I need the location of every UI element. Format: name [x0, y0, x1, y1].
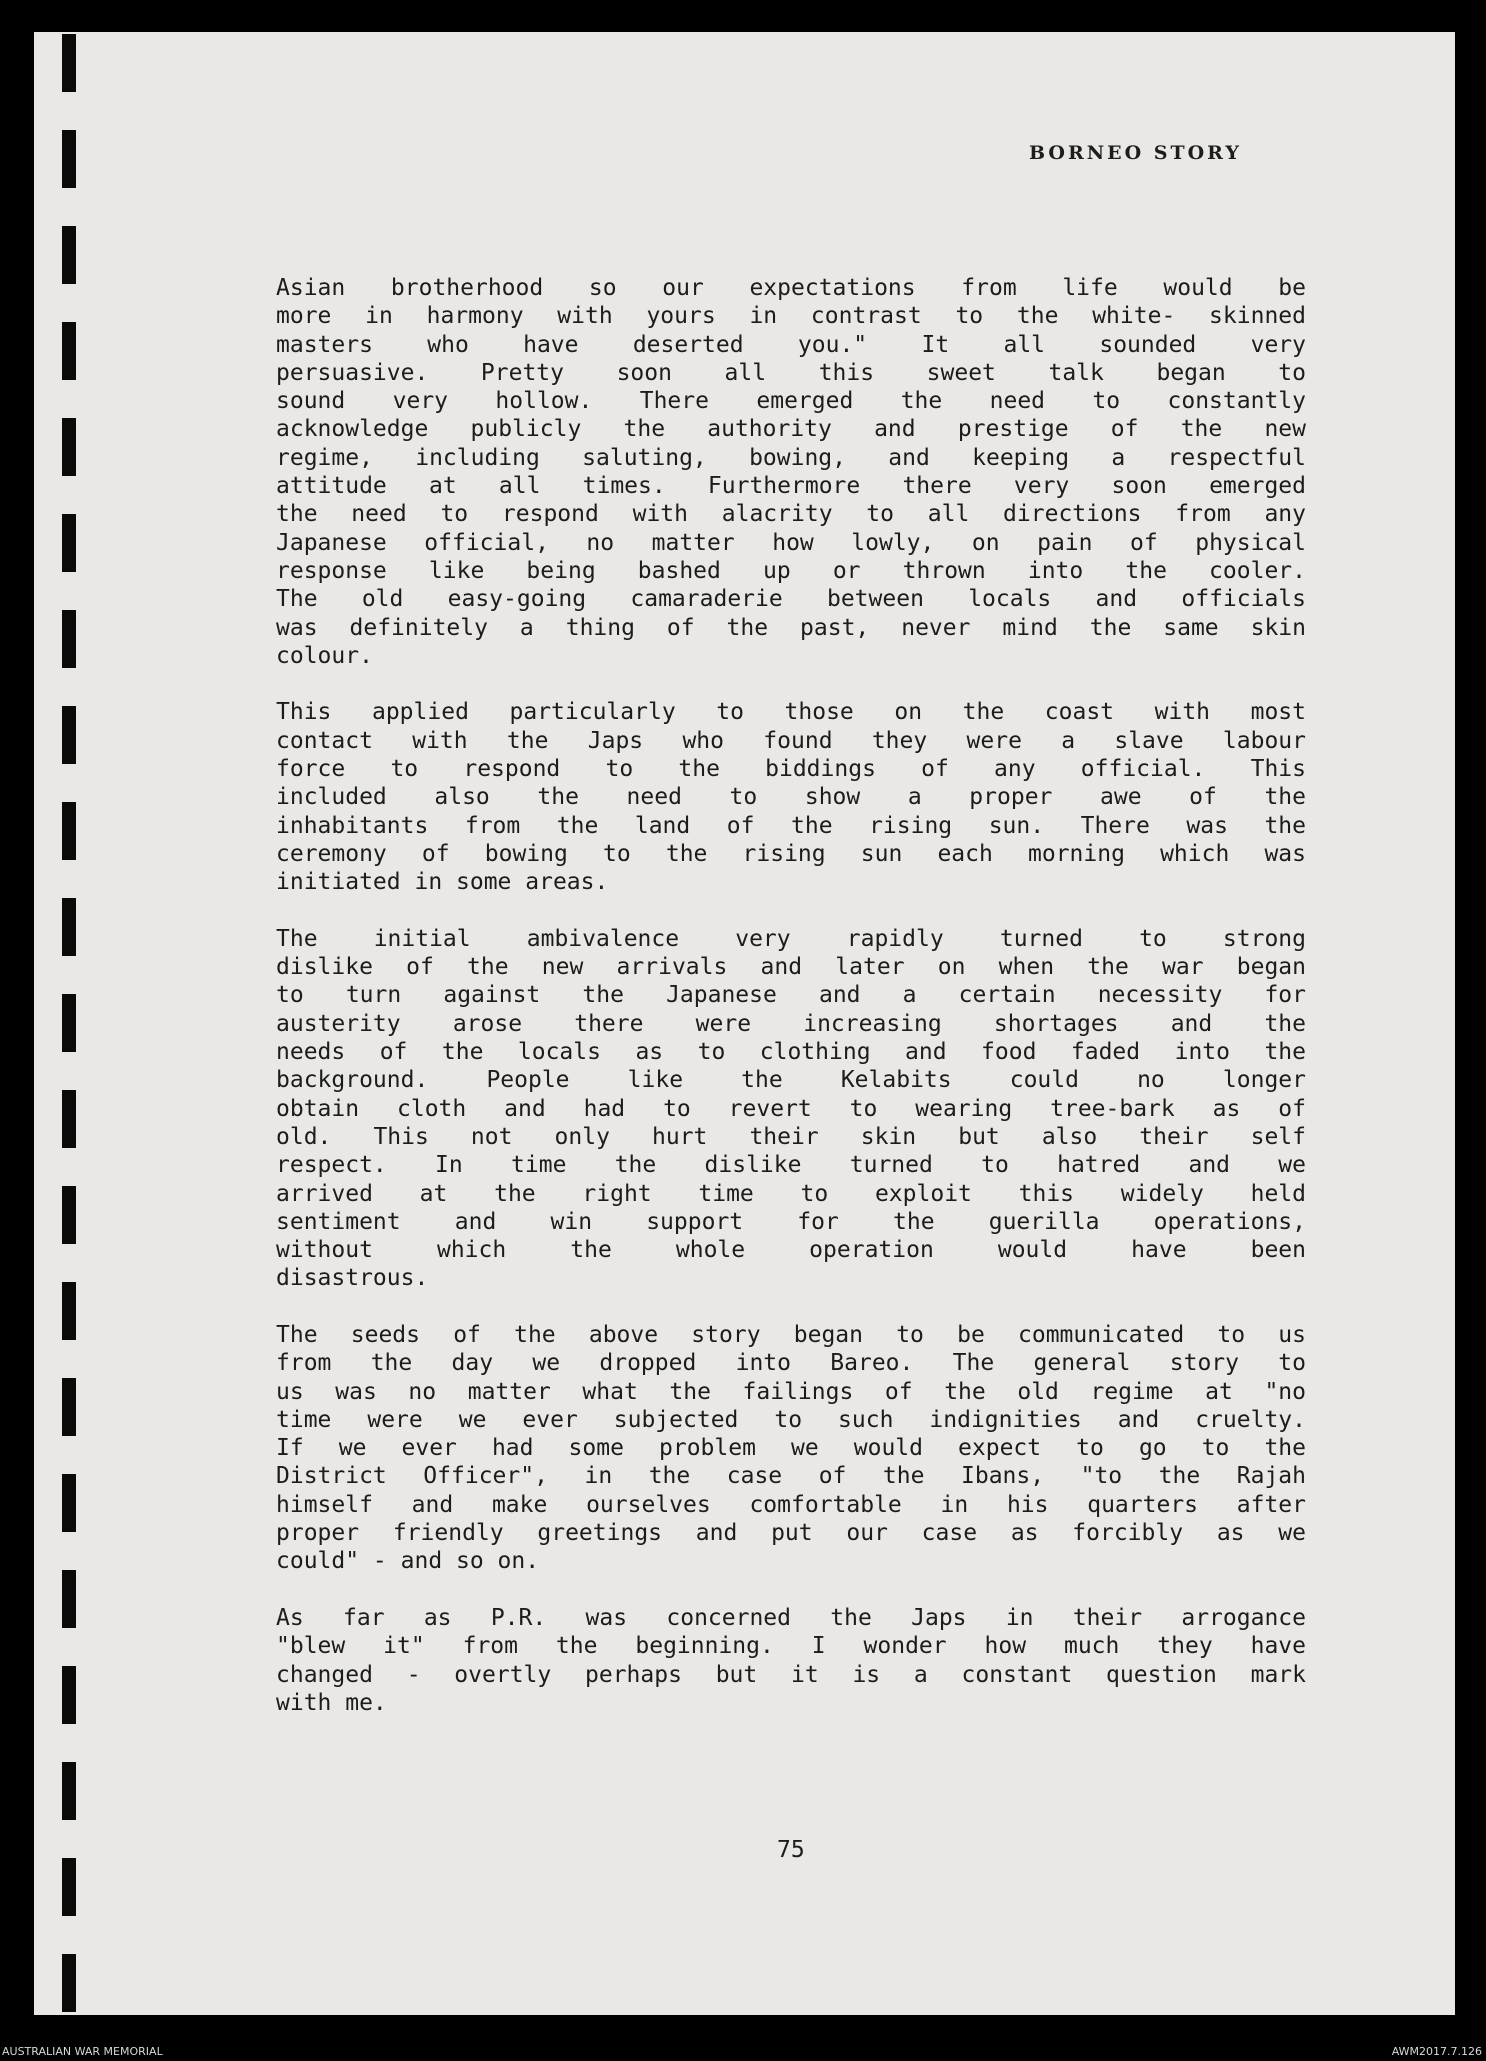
text-line: If we ever had some problem we would expect to go to the	[276, 1435, 1306, 1462]
text-line: changed - overtly perhaps but it is a constant question mark	[276, 1661, 1306, 1688]
text-line: response like being bashed up or thrown into the cooler.	[276, 557, 1306, 584]
text-line: sentiment and win support for the guerilla operations,	[276, 1208, 1306, 1235]
binding-hole	[62, 1282, 76, 1340]
paragraph	[276, 698, 1306, 896]
text-line: old. This not only hurt their skin but also their self	[276, 1123, 1306, 1150]
paragraph	[276, 1321, 1306, 1576]
text-line: the need to respond with alacrity to all directions from any	[276, 501, 1306, 528]
text-line: masters who have deserted you." It all sounded very	[276, 331, 1306, 358]
archive-footer	[0, 2040, 1486, 2061]
paragraph	[276, 925, 1306, 1293]
binding-hole	[62, 130, 76, 188]
text-line: with me.	[276, 1689, 387, 1716]
text-line: disastrous.	[276, 1265, 429, 1292]
text-line: ceremony of bowing to the rising sun each morning which was	[276, 840, 1306, 867]
binding-hole	[62, 1762, 76, 1820]
text-line: colour.	[276, 642, 373, 669]
body-text	[276, 274, 1306, 1745]
text-line: persuasive. Pretty soon all this sweet talk began to	[276, 359, 1306, 386]
binding-hole	[62, 514, 76, 572]
text-line: The initial ambivalence very rapidly turned to strong	[276, 925, 1306, 952]
text-line: included also the need to show a proper awe of the	[276, 784, 1306, 811]
text-line: contact with the Japs who found they were a slave labour	[276, 727, 1306, 754]
binding-hole	[62, 706, 76, 764]
text-line: was definitely a thing of the past, never mind the same skin	[276, 614, 1306, 641]
binding-hole	[62, 1570, 76, 1628]
text-line: from the day we dropped into Bareo. The general story to	[276, 1350, 1306, 1377]
text-line: Japanese official, no matter how lowly, on pain of physical	[276, 529, 1306, 556]
text-line: without which the whole operation would have been	[276, 1237, 1306, 1264]
text-line: This applied particularly to those on the coast with most	[276, 699, 1306, 726]
binding-hole	[62, 322, 76, 380]
archive-credit: AUSTRALIAN WAR MEMORIAL	[2, 2045, 163, 2058]
binding-hole	[62, 226, 76, 284]
binding-hole	[62, 1954, 76, 2012]
binding-hole	[62, 1666, 76, 1724]
text-line: attitude at all times. Furthermore there very soon emerged	[276, 473, 1306, 500]
page-number: 75	[777, 1837, 805, 1863]
text-line: us was no matter what the failings of the old regime at "no	[276, 1378, 1306, 1405]
binding-hole	[62, 1474, 76, 1532]
text-line: more in harmony with yours in contrast to the white- skinned	[276, 303, 1306, 330]
binding-hole	[62, 418, 76, 476]
binding-hole	[62, 898, 76, 956]
text-line: himself and make ourselves comfortable in his quarters after	[276, 1491, 1306, 1518]
text-line: The old easy-going camaraderie between locals and officials	[276, 586, 1306, 613]
text-line: time were we ever subjected to such indignities and cruelty.	[276, 1406, 1306, 1433]
binding-hole	[62, 610, 76, 668]
text-line: District Officer", in the case of the Ibans, "to the Rajah	[276, 1463, 1306, 1490]
binding-hole	[62, 1090, 76, 1148]
text-line: proper friendly greetings and put our case as forcibly as we	[276, 1520, 1306, 1547]
text-line: Asian brotherhood so our expectations from life would be	[276, 275, 1306, 301]
running-header: BORNEO STORY	[1029, 142, 1242, 164]
text-line: dislike of the new arrivals and later on when the war began	[276, 954, 1306, 981]
text-line: needs of the locals as to clothing and food faded into the	[276, 1039, 1306, 1066]
paragraph	[276, 1604, 1306, 1717]
text-line: arrived at the right time to exploit this widely held	[276, 1180, 1306, 1207]
binding-hole	[62, 1858, 76, 1916]
document-page	[34, 32, 1455, 2015]
text-line: initiated in some areas.	[276, 869, 609, 896]
binding-hole	[62, 1378, 76, 1436]
text-line: to turn against the Japanese and a certain necessity for	[276, 982, 1306, 1009]
binding-hole	[62, 34, 76, 92]
text-line: "blew it" from the beginning. I wonder how much they have	[276, 1633, 1306, 1660]
paragraph	[276, 274, 1306, 670]
binding-hole	[62, 1186, 76, 1244]
text-line: respect. In time the dislike turned to hatred and we	[276, 1152, 1306, 1179]
text-line: force to respond to the biddings of any official. This	[276, 756, 1306, 783]
text-line: could" - and so on.	[276, 1548, 540, 1575]
text-line: austerity arose there were increasing shortages and the	[276, 1010, 1306, 1037]
text-line: acknowledge publicly the authority and prestige of the new	[276, 416, 1306, 443]
text-line: regime, including saluting, bowing, and keeping a respectful	[276, 444, 1306, 471]
text-line: inhabitants from the land of the rising sun. There was the	[276, 812, 1306, 839]
text-line: The seeds of the above story began to be communicated to us	[276, 1321, 1306, 1348]
archive-reference: AWM2017.7.126	[1391, 2045, 1482, 2058]
text-line: As far as P.R. was concerned the Japs in their arrogance	[276, 1604, 1306, 1631]
text-line: obtain cloth and had to revert to wearing tree-bark as of	[276, 1095, 1306, 1122]
binding-hole	[62, 994, 76, 1052]
binding-hole	[62, 802, 76, 860]
text-line: background. People like the Kelabits could no longer	[276, 1067, 1306, 1094]
text-line: sound very hollow. There emerged the need to constantly	[276, 388, 1306, 415]
